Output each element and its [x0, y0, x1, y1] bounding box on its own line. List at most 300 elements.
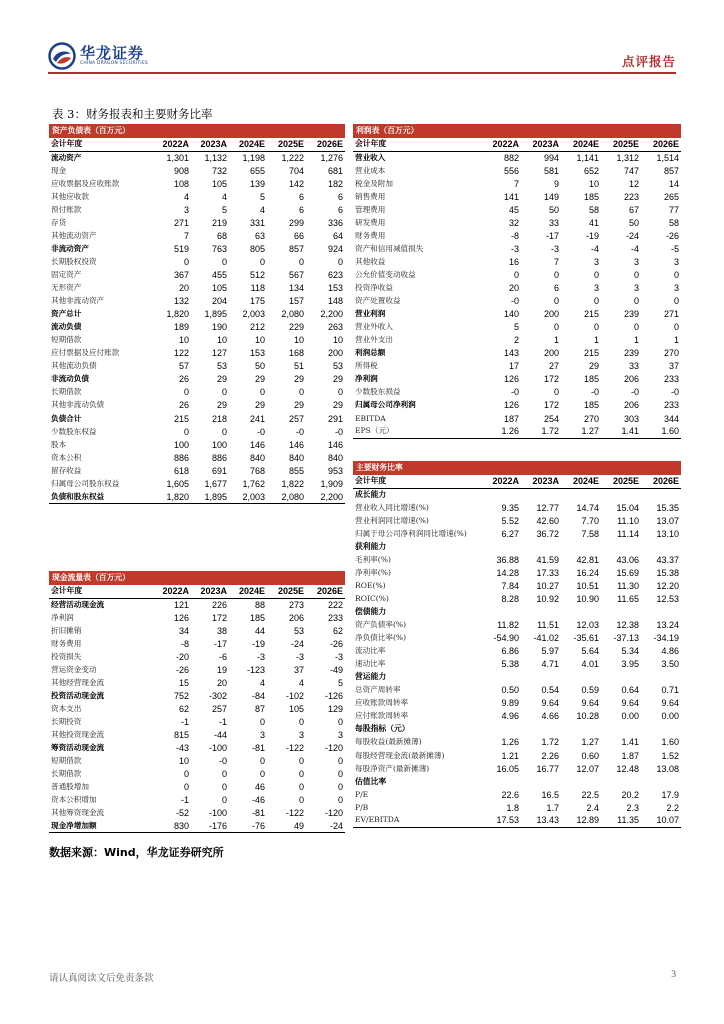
table-row — [49, 598, 345, 611]
value-cell: 1,301 — [166, 152, 189, 163]
table-row — [353, 684, 681, 697]
value-cell: 15.38 — [656, 567, 679, 578]
value-cell: 58 — [669, 217, 680, 228]
value-cell: -35.61 — [573, 633, 599, 644]
value-cell: 64 — [333, 230, 344, 241]
row-label: 流动资产 — [51, 152, 82, 162]
value-cell: 0 — [221, 782, 227, 793]
value-cell: 11.14 — [617, 528, 639, 539]
value-cell: -126 — [325, 690, 344, 701]
row-label: 营业收入 — [355, 152, 386, 162]
value-cell: 0.71 — [661, 685, 679, 696]
table-row — [353, 360, 681, 373]
header-year-cell: 2024E — [229, 585, 267, 598]
value-cell: 1 — [593, 335, 599, 346]
value-cell: 0 — [633, 269, 639, 280]
row-label: 留存收益 — [51, 465, 82, 475]
row-label: 净负债比率(%) — [355, 633, 407, 643]
table-row — [49, 637, 345, 650]
row-label: 偿债能力 — [355, 606, 387, 616]
value-cell: -3 — [510, 243, 519, 254]
row-label: P/B — [355, 802, 369, 812]
table-row — [49, 781, 345, 794]
value-cell: 3 — [259, 730, 265, 741]
value-cell: 185 — [583, 400, 599, 411]
value-cell: -3 — [295, 651, 304, 662]
balance-sheet-table — [49, 124, 345, 504]
value-cell: -0 — [630, 387, 639, 398]
table-row — [353, 282, 681, 295]
row-label: 其他流动资产 — [51, 230, 97, 240]
row-label: 营业利润同比增速(%) — [355, 515, 429, 525]
value-cell: 200 — [543, 309, 559, 320]
value-cell: 7.58 — [581, 528, 599, 539]
table-row — [49, 255, 345, 268]
row-label: 投资损失 — [51, 651, 82, 661]
value-cell: 2.4 — [586, 802, 599, 813]
value-cell: 14.28 — [496, 567, 519, 578]
value-cell: 9.35 — [501, 502, 519, 513]
table-row — [49, 689, 345, 702]
value-cell: 15 — [178, 677, 189, 688]
value-cell — [521, 605, 561, 618]
value-cell — [601, 605, 641, 618]
value-cell: 212 — [249, 322, 265, 333]
value-cell: 1,222 — [281, 152, 304, 163]
row-label: 股本 — [51, 439, 67, 449]
value-cell: 0 — [338, 769, 344, 780]
row-label: 营业利润 — [355, 309, 386, 319]
value-cell: 140 — [503, 309, 519, 320]
value-cell: 149 — [543, 191, 559, 202]
header-year-cell: 2025E — [601, 475, 641, 488]
value-cell: 13.10 — [656, 528, 679, 539]
value-cell: 10.27 — [536, 580, 559, 591]
value-cell: 153 — [249, 348, 265, 359]
row-label: 筹资活动现金流 — [51, 743, 105, 753]
value-cell: 763 — [211, 243, 227, 254]
value-cell: 49 — [267, 820, 306, 833]
value-cell: -54.90 — [493, 633, 519, 644]
value-cell: 15.35 — [656, 502, 679, 513]
value-cell — [641, 775, 681, 788]
table-row — [353, 605, 681, 618]
value-cell: 1.21 — [501, 750, 519, 761]
value-cell: 182 — [328, 178, 344, 189]
value-cell: 1.27 — [561, 425, 601, 438]
company-name-cn: 华龙证券 — [80, 44, 145, 62]
row-label: 资产负债率(%) — [355, 620, 407, 630]
value-cell: 29 — [588, 361, 599, 372]
value-cell: 17.33 — [536, 567, 559, 578]
value-cell: 556 — [503, 165, 519, 176]
value-cell: 11.10 — [617, 515, 639, 526]
table-row — [353, 255, 681, 268]
value-cell: 10.90 — [576, 593, 599, 604]
value-cell — [481, 488, 521, 501]
company-logo — [48, 42, 198, 72]
value-cell: 8.28 — [501, 593, 519, 604]
value-cell: 3 — [593, 283, 599, 294]
value-cell: 32 — [508, 217, 519, 228]
value-cell: 215 — [583, 348, 599, 359]
value-cell: 953 — [328, 465, 344, 476]
header-year-cell: 2026E — [641, 138, 681, 151]
value-cell: 22.6 — [501, 789, 519, 800]
value-cell: 0 — [298, 256, 304, 267]
table-row — [49, 412, 345, 425]
value-cell: 141 — [503, 191, 519, 202]
row-label: 投资净收益 — [355, 283, 393, 293]
value-cell: 0 — [259, 716, 265, 727]
value-cell: 882 — [503, 152, 519, 163]
value-cell: 5.64 — [581, 646, 599, 657]
value-cell: 0 — [553, 296, 559, 307]
value-cell: 265 — [664, 191, 680, 202]
value-cell: 29 — [333, 400, 344, 411]
table-row — [353, 229, 681, 242]
value-cell: 1,312 — [616, 152, 639, 163]
value-cell: 6.27 — [501, 528, 519, 539]
row-label: 非流动资产 — [51, 243, 89, 253]
value-cell: 153 — [328, 283, 344, 294]
row-label: 每股收益(最新摊薄) — [355, 737, 422, 747]
value-cell: 15.04 — [616, 502, 639, 513]
table-row — [353, 268, 681, 281]
value-cell: -100 — [208, 808, 227, 819]
value-cell: 20 — [508, 283, 519, 294]
row-label: EPS（元） — [353, 425, 481, 438]
value-cell: 0 — [221, 426, 227, 437]
value-cell: -0 — [335, 426, 344, 437]
header-year-cell: 2025E — [267, 138, 306, 151]
value-cell: 50 — [548, 204, 559, 215]
value-cell: 0 — [298, 756, 304, 767]
value-cell: 2.3 — [626, 802, 639, 813]
value-cell: -120 — [325, 743, 344, 754]
value-cell: 4.01 — [581, 659, 599, 670]
value-cell: 805 — [249, 243, 265, 254]
value-cell: -1 — [180, 716, 189, 727]
value-cell: 0.50 — [501, 685, 519, 696]
value-cell — [561, 775, 601, 788]
header-divider — [48, 72, 676, 74]
table-section-title — [353, 461, 681, 475]
value-cell: 53 — [333, 361, 344, 372]
table-row — [353, 697, 681, 710]
value-cell: 233 — [328, 612, 344, 623]
value-cell: 519 — [173, 243, 189, 254]
value-cell: 42.60 — [536, 515, 559, 526]
value-cell: 857 — [664, 165, 680, 176]
value-cell: 29 — [333, 374, 344, 385]
value-cell — [641, 540, 681, 553]
row-label: 预付账款 — [51, 204, 82, 214]
row-label: 负债合计 — [51, 413, 82, 423]
row-label: 营运资金变动 — [51, 664, 97, 674]
value-cell: -26 — [666, 230, 680, 241]
footer-disclaimer: 请认真阅读文后免责条款 — [49, 973, 154, 984]
value-cell: 26 — [178, 400, 189, 411]
value-cell: 3 — [633, 283, 639, 294]
value-cell: 0 — [183, 387, 189, 398]
value-cell: 0 — [674, 296, 680, 307]
value-cell: 4 — [221, 191, 227, 202]
value-cell: 1.26 — [481, 425, 521, 438]
row-label: 固定资产 — [51, 269, 82, 279]
value-cell: 11.30 — [617, 580, 639, 591]
value-cell: 20 — [178, 283, 189, 294]
dragon-logo-icon — [48, 42, 76, 70]
value-cell: 1,895 — [204, 309, 227, 320]
value-cell: 2,003 — [229, 490, 267, 503]
financial-ratios-table — [353, 461, 681, 828]
row-label: 资产总计 — [51, 309, 82, 319]
value-cell: 3 — [183, 204, 189, 215]
row-label: 研发费用 — [355, 217, 386, 227]
row-label: 短期借款 — [51, 335, 82, 345]
value-cell: 53 — [293, 625, 304, 636]
table-title: 表 3：财务报表和主要财务比率 — [52, 107, 213, 121]
table-row — [353, 592, 681, 605]
value-cell: 22.5 — [581, 789, 599, 800]
value-cell: -3 — [335, 651, 344, 662]
value-cell: 0.00 — [621, 711, 639, 722]
value-cell: 6 — [338, 191, 344, 202]
table-row — [353, 151, 681, 164]
value-cell — [481, 671, 521, 684]
value-cell: 226 — [211, 599, 227, 610]
value-cell: 9.64 — [581, 698, 599, 709]
value-cell: 11.82 — [497, 620, 519, 631]
table-row — [49, 425, 345, 438]
header-year-cell: 2024E — [229, 138, 267, 151]
value-cell: 41 — [588, 217, 599, 228]
header-year-cell: 2025E — [601, 138, 641, 151]
table-row — [49, 216, 345, 229]
value-cell: 17 — [508, 361, 519, 372]
table-row — [353, 801, 681, 814]
value-cell: 172 — [543, 400, 559, 411]
value-cell: 190 — [211, 322, 227, 333]
value-cell: 172 — [211, 612, 227, 623]
value-cell: 10 — [588, 178, 599, 189]
value-cell: 218 — [211, 413, 227, 424]
value-cell: 0 — [298, 795, 304, 806]
header-label-cell: 会计年度 — [49, 585, 153, 598]
value-cell: -302 — [208, 690, 227, 701]
value-cell: 12.77 — [536, 502, 559, 513]
value-cell: 10.07 — [641, 814, 681, 827]
value-cell — [641, 605, 681, 618]
value-cell: 13.24 — [656, 620, 679, 631]
company-name-en: CHINA DRAGON SECURITIES — [80, 61, 148, 66]
value-cell: 0 — [221, 795, 227, 806]
row-label: 投资活动现金流 — [51, 690, 105, 700]
value-cell: 121 — [173, 599, 189, 610]
value-cell: 219 — [211, 217, 227, 228]
value-cell: 126 — [173, 612, 189, 623]
value-cell: 189 — [173, 322, 189, 333]
income-statement-table — [353, 124, 681, 439]
value-cell: 204 — [211, 296, 227, 307]
row-label: 其他投资现金流 — [51, 730, 105, 740]
value-cell: -41.02 — [533, 633, 559, 644]
row-label: EV/EBITDA — [353, 814, 481, 827]
value-cell — [561, 671, 601, 684]
value-cell: 7 — [183, 230, 189, 241]
value-cell: 254 — [543, 413, 559, 424]
table-row — [49, 334, 345, 347]
table-title-cell: 现金流量表（百万元） — [49, 571, 345, 585]
value-cell: 299 — [288, 217, 304, 228]
value-cell — [641, 671, 681, 684]
row-label: 无形资产 — [51, 283, 82, 293]
value-cell: 13.07 — [656, 515, 679, 526]
row-label: 其他应收款 — [51, 191, 89, 201]
row-label: 管理费用 — [355, 204, 386, 214]
value-cell: 0 — [221, 769, 227, 780]
value-cell: 200 — [328, 348, 344, 359]
table-row — [353, 566, 681, 579]
table-row — [49, 373, 345, 386]
value-cell: 652 — [583, 165, 599, 176]
value-cell: -0 — [590, 387, 599, 398]
value-cell — [561, 723, 601, 736]
row-label: 资本公积 — [51, 452, 82, 462]
row-label: 净利润 — [355, 374, 378, 384]
header-label-cell: 会计年度 — [353, 138, 481, 151]
value-cell: 3 — [593, 256, 599, 267]
document-type-label: 点评报告 — [621, 54, 676, 69]
value-cell: 1,822 — [281, 478, 304, 489]
value-cell: 1,605 — [166, 478, 189, 489]
row-label: 每股经营现金流(最新摊薄) — [355, 750, 445, 760]
value-cell: 58 — [588, 204, 599, 215]
value-cell: 206 — [288, 612, 304, 623]
value-cell: 0 — [183, 426, 189, 437]
table-row — [49, 477, 345, 490]
value-cell: 752 — [173, 690, 189, 701]
table-row — [353, 723, 681, 736]
row-label: 每股指标（元） — [355, 724, 410, 734]
value-cell: -123 — [246, 664, 265, 675]
value-cell: 9.64 — [661, 698, 679, 709]
value-cell: 12.53 — [656, 593, 679, 604]
value-cell: 132 — [173, 296, 189, 307]
header-year-cell: 2026E — [306, 138, 345, 151]
value-cell: 5 — [338, 677, 344, 688]
table-row — [49, 282, 345, 295]
table-row — [49, 268, 345, 281]
data-source-note: 数据来源：Wind，华龙证券研究所 — [49, 846, 224, 859]
value-cell: 100 — [211, 439, 227, 450]
page-number: 3 — [671, 970, 676, 980]
row-label: 获利能力 — [355, 541, 387, 551]
value-cell: 0 — [513, 269, 519, 280]
table-row — [49, 438, 345, 451]
value-cell: 0 — [338, 782, 344, 793]
row-label: 总资产周转率 — [355, 685, 401, 695]
value-cell: 4.66 — [541, 711, 559, 722]
value-cell: 0 — [298, 782, 304, 793]
value-cell: 185 — [583, 374, 599, 385]
table-row — [49, 203, 345, 216]
value-cell: 62 — [178, 703, 189, 714]
row-label: 存货 — [51, 217, 67, 227]
value-cell: 43.37 — [656, 554, 679, 565]
value-cell: -6 — [218, 651, 227, 662]
value-cell: -3 — [550, 243, 559, 254]
value-cell: 12.03 — [576, 620, 599, 631]
value-cell: 768 — [249, 465, 265, 476]
row-label: 资产处置收益 — [355, 296, 401, 306]
row-label: 资产和信用减值损失 — [355, 243, 424, 253]
value-cell: 273 — [288, 599, 304, 610]
table-row — [353, 488, 681, 501]
table-row — [49, 242, 345, 255]
value-cell: 206 — [623, 400, 639, 411]
value-cell: 7.70 — [581, 515, 599, 526]
row-label: 经营活动现金流 — [51, 599, 105, 609]
value-cell: 2.26 — [541, 750, 559, 761]
value-cell: 3 — [633, 256, 639, 267]
value-cell: 1.27 — [581, 737, 599, 748]
value-cell: 12.89 — [561, 814, 601, 827]
value-cell: 129 — [328, 703, 344, 714]
table-section-title — [49, 571, 345, 585]
value-cell — [641, 488, 681, 501]
value-cell: 4 — [183, 191, 189, 202]
value-cell: 0 — [338, 256, 344, 267]
row-label: 普通股增加 — [51, 782, 89, 792]
row-label: 毛利率(%) — [355, 554, 391, 564]
value-cell: 1,276 — [320, 152, 344, 163]
value-cell: -100 — [208, 743, 227, 754]
row-label: 流动负债 — [51, 322, 82, 332]
value-cell: 1,895 — [191, 490, 229, 503]
value-cell: 1.72 — [541, 737, 559, 748]
value-cell: 6 — [298, 191, 304, 202]
value-cell: 29 — [254, 400, 265, 411]
value-cell: 747 — [623, 165, 639, 176]
table-row — [353, 736, 681, 749]
value-cell: 0 — [593, 322, 599, 333]
value-cell: -19 — [585, 230, 599, 241]
value-cell: 1,141 — [576, 152, 599, 163]
value-cell: 0 — [674, 269, 680, 280]
table-row — [49, 321, 345, 334]
row-label: 所得税 — [355, 361, 378, 371]
table-row — [49, 715, 345, 728]
value-cell: 9.89 — [501, 698, 519, 709]
value-cell: 257 — [211, 703, 227, 714]
cash-flow-table — [49, 571, 345, 833]
value-cell: 840 — [288, 452, 304, 463]
value-cell: 0 — [633, 296, 639, 307]
value-cell: 11.51 — [537, 620, 559, 631]
table-title-cell: 利润表（百万元） — [353, 124, 681, 138]
value-cell: 42.81 — [576, 554, 599, 565]
value-cell — [601, 488, 641, 501]
value-cell: -0 — [510, 387, 519, 398]
row-label: 营业成本 — [355, 165, 386, 175]
value-cell: -43 — [175, 743, 189, 754]
row-label: 短期借款 — [51, 756, 82, 766]
value-cell: -76 — [229, 820, 267, 833]
row-label: 归属母公司股东权益 — [51, 478, 120, 488]
value-cell: 1.41 — [621, 737, 639, 748]
